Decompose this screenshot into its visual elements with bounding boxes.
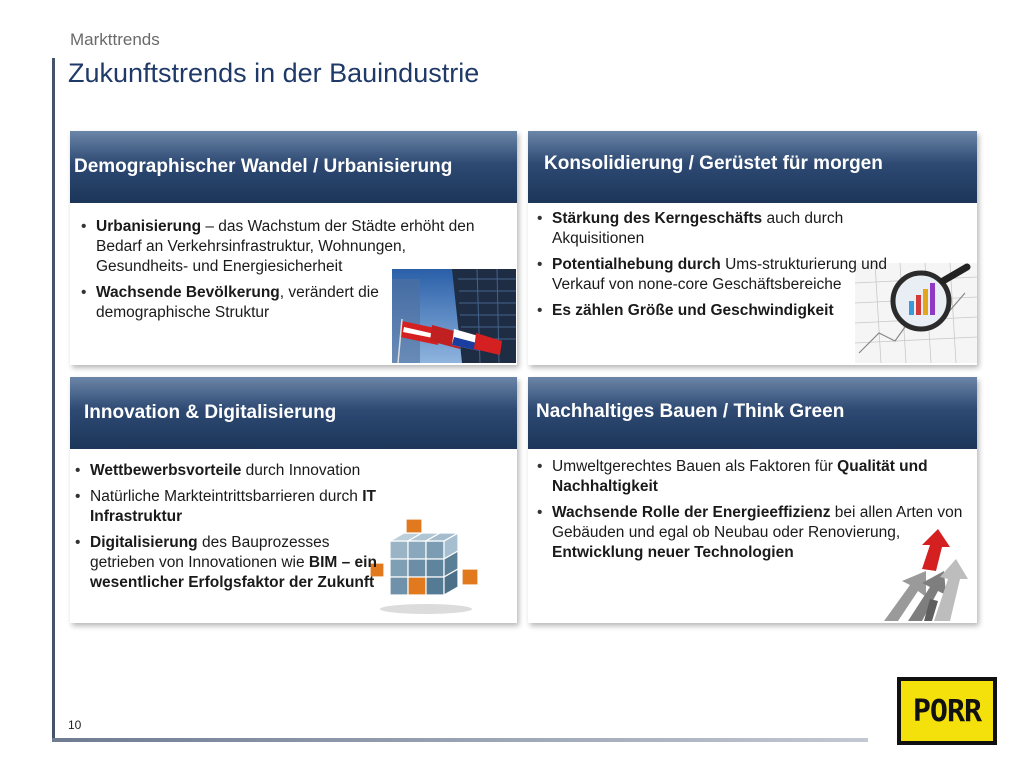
panel-consolidation	[528, 131, 977, 365]
page-title: Zukunftstrends in der Bauindustrie	[68, 58, 480, 88]
bullet-item	[76, 283, 476, 323]
panel-sustainability	[528, 377, 977, 623]
bullet-text-bold: Urbanisierung	[96, 218, 202, 235]
bullet-item	[70, 533, 392, 593]
panel-demographic	[70, 131, 517, 365]
bullet-item	[532, 255, 897, 295]
panel-innovation	[70, 377, 517, 623]
panel-header	[70, 377, 517, 449]
bullet-text-bold: Potentialhebung durch	[552, 256, 721, 273]
porr-logo	[897, 677, 997, 745]
bullet-text-bold: Stärkung des Kerngeschäfts	[552, 210, 763, 227]
bullet-item	[70, 461, 392, 481]
bullet-text: auch durch Akquisitionen	[552, 210, 844, 247]
bullet-text-bold: BIM – ein wesentlicher Erfolgsfaktor der Zukunft	[90, 554, 377, 591]
bullet-list	[70, 461, 392, 599]
panel-body	[528, 449, 977, 623]
panel-title: Demographischer Wandel / Urbanisierung	[74, 156, 453, 177]
bottom-accent-line	[52, 738, 868, 742]
bullet-text-bold: Qualität und Nachhaltigkeit	[552, 458, 928, 495]
bullet-text: – das Wachstum der Städte erhöht den Bedarf an Verkehrsinfrastruktur, Wohnungen, Gesundheits- und Energiesicherheit	[96, 218, 475, 275]
page-number: 10	[68, 718, 82, 732]
panel-header	[528, 377, 977, 449]
panel-body	[70, 203, 517, 365]
bullet-text: Natürliche Markteintrittsbarrieren durch	[90, 488, 363, 505]
bullet-list	[532, 457, 972, 569]
breadcrumb: Markttrends	[70, 30, 160, 49]
bullet-text: des Bauprozesses getrieben von Innovationen wie	[90, 534, 330, 571]
panel-title: Innovation & Digitalisierung	[84, 402, 337, 423]
bullet-item	[532, 301, 897, 321]
bullet-item	[70, 487, 392, 527]
left-accent-line	[52, 58, 55, 742]
bullet-item	[532, 209, 897, 249]
bullet-text-bold: Wachsende Bevölkerung	[96, 284, 280, 301]
bullet-list	[76, 217, 476, 329]
panel-title: Nachhaltiges Bauen / Think Green	[536, 401, 845, 422]
panel-header	[528, 131, 977, 203]
panel-header	[70, 131, 517, 203]
bullet-list	[532, 209, 897, 327]
panel-body	[70, 449, 517, 623]
bullet-text-bold: Wettbewerbsvorteile	[90, 462, 242, 479]
bullet-text-bold: IT Infrastruktur	[90, 488, 376, 525]
panel-body	[528, 203, 977, 365]
bullet-item	[532, 457, 972, 497]
bullet-item	[76, 217, 476, 277]
logo-text: PORR	[912, 693, 982, 729]
bullet-text-bold: Es zählen Größe und Geschwindigkeit	[552, 302, 834, 319]
bullet-text-bold: Entwicklung neuer Technologien	[552, 544, 794, 561]
bullet-item	[532, 503, 972, 563]
bullet-text-bold: Wachsende Rolle der Energieeffizienz	[552, 504, 831, 521]
bullet-text: durch Innovation	[241, 462, 361, 479]
bullet-text: bei allen Arten von Gebäuden und egal ob Neubau oder Renovierung,	[552, 504, 963, 541]
bullet-text: , verändert die demographische Struktur	[96, 284, 379, 321]
bullet-text: Ums-strukturierung und Verkauf von none-core Geschäftsbereiche	[552, 256, 888, 293]
bullet-text: Umweltgerechtes Bauen als Faktoren für	[552, 458, 838, 475]
panel-title: Konsolidierung / Gerüstet für morgen	[544, 153, 883, 174]
bullet-text-bold: Digitalisierung	[90, 534, 198, 551]
